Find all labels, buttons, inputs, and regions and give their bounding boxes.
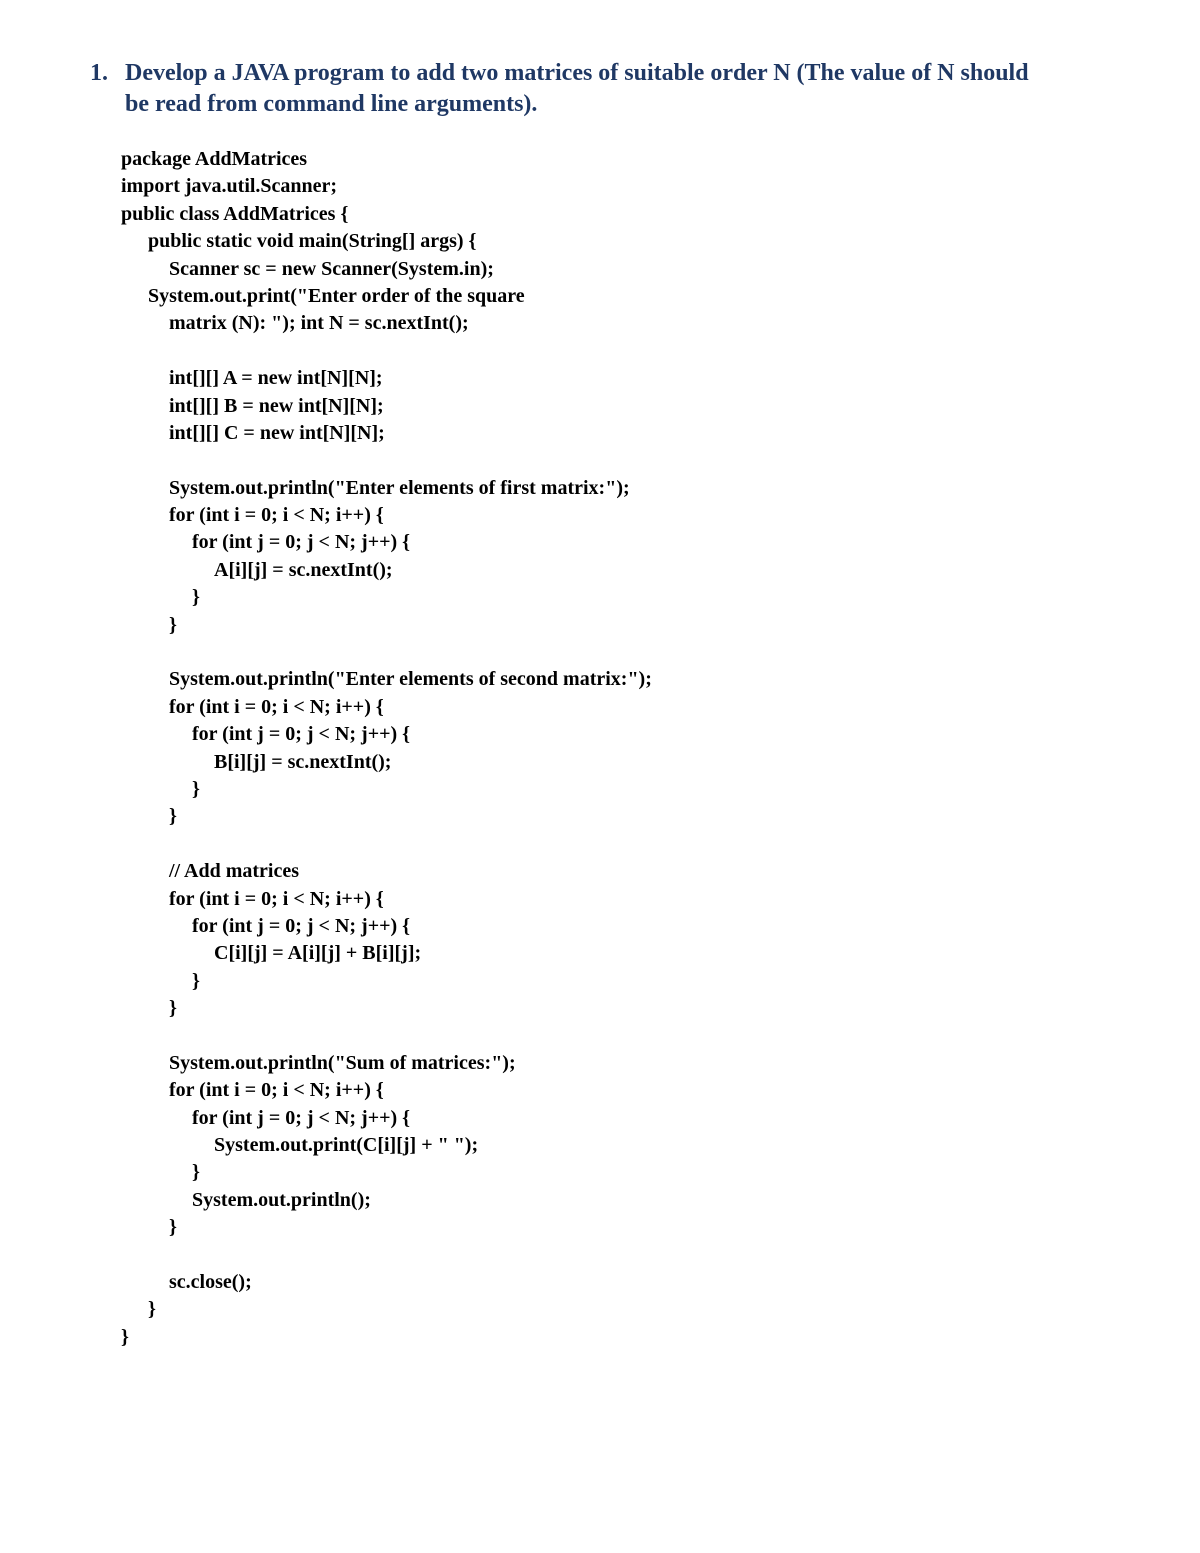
question-number: 1. bbox=[90, 60, 108, 86]
code-line: for (int i = 0; i < N; i++) { bbox=[169, 887, 384, 910]
question-text: Develop a JAVA program to add two matrices of suitable order N (The value of N should be read from command line arguments). bbox=[125, 60, 1029, 117]
code-line: int[][] C = new int[N][N]; bbox=[169, 421, 385, 444]
code-line: System.out.println("Enter elements of first matrix:"); bbox=[169, 476, 630, 499]
code-line: } bbox=[192, 777, 200, 800]
code-line bbox=[121, 639, 1021, 666]
code-line: for (int i = 0; i < N; i++) { bbox=[169, 504, 384, 527]
code-line: } bbox=[169, 1216, 177, 1239]
code-line: } bbox=[121, 1325, 129, 1348]
code-line: } bbox=[169, 613, 177, 636]
code-line: } bbox=[169, 997, 177, 1020]
code-line: System.out.print(C[i][j] + " "); bbox=[214, 1134, 479, 1157]
code-line: } bbox=[192, 1161, 200, 1184]
code-line: package AddMatrices bbox=[121, 148, 308, 170]
code-block bbox=[121, 146, 1021, 1351]
code-line: A[i][j] = sc.nextInt(); bbox=[214, 558, 393, 581]
code-line: import java.util.Scanner; bbox=[121, 175, 338, 198]
code-line bbox=[121, 831, 1021, 858]
code-line: for (int i = 0; i < N; i++) { bbox=[169, 695, 384, 718]
code-line: for (int j = 0; j < N; j++) { bbox=[192, 723, 411, 746]
code-line: } bbox=[192, 969, 200, 992]
code-line: for (int i = 0; i < N; i++) { bbox=[169, 1079, 384, 1102]
code-line: } bbox=[148, 1298, 156, 1321]
code-line: } bbox=[192, 586, 200, 609]
code-line: int[][] A = new int[N][N]; bbox=[169, 367, 383, 390]
code-line: System.out.println("Sum of matrices:"); bbox=[169, 1051, 516, 1074]
code-line bbox=[121, 338, 1021, 365]
code-line: for (int j = 0; j < N; j++) { bbox=[192, 531, 411, 554]
code-line: // Add matrices bbox=[169, 860, 299, 883]
code-line: for (int j = 0; j < N; j++) { bbox=[192, 914, 411, 937]
code-line: System.out.println(); bbox=[192, 1188, 371, 1211]
code-line: public class AddMatrices { bbox=[121, 202, 349, 225]
code-line: System.out.println("Enter elements of second matrix:"); bbox=[169, 668, 652, 691]
code-line bbox=[121, 447, 1021, 474]
code-line: C[i][j] = A[i][j] + B[i][j]; bbox=[214, 942, 422, 965]
code-line: int[][] B = new int[N][N]; bbox=[169, 394, 384, 417]
code-line: matrix (N): "); int N = sc.nextInt(); bbox=[169, 312, 469, 335]
code-line: B[i][j] = sc.nextInt(); bbox=[214, 750, 392, 773]
code-line bbox=[121, 1242, 1021, 1269]
code-line: public static void main(String[] args) { bbox=[148, 230, 477, 253]
code-line: } bbox=[169, 805, 177, 828]
code-line: Scanner sc = new Scanner(System.in); bbox=[169, 257, 494, 280]
code-line: System.out.print("Enter order of the square bbox=[148, 284, 525, 307]
code-line: for (int j = 0; j < N; j++) { bbox=[192, 1106, 411, 1129]
code-line: sc.close(); bbox=[169, 1271, 252, 1294]
code-line bbox=[121, 1023, 1021, 1050]
